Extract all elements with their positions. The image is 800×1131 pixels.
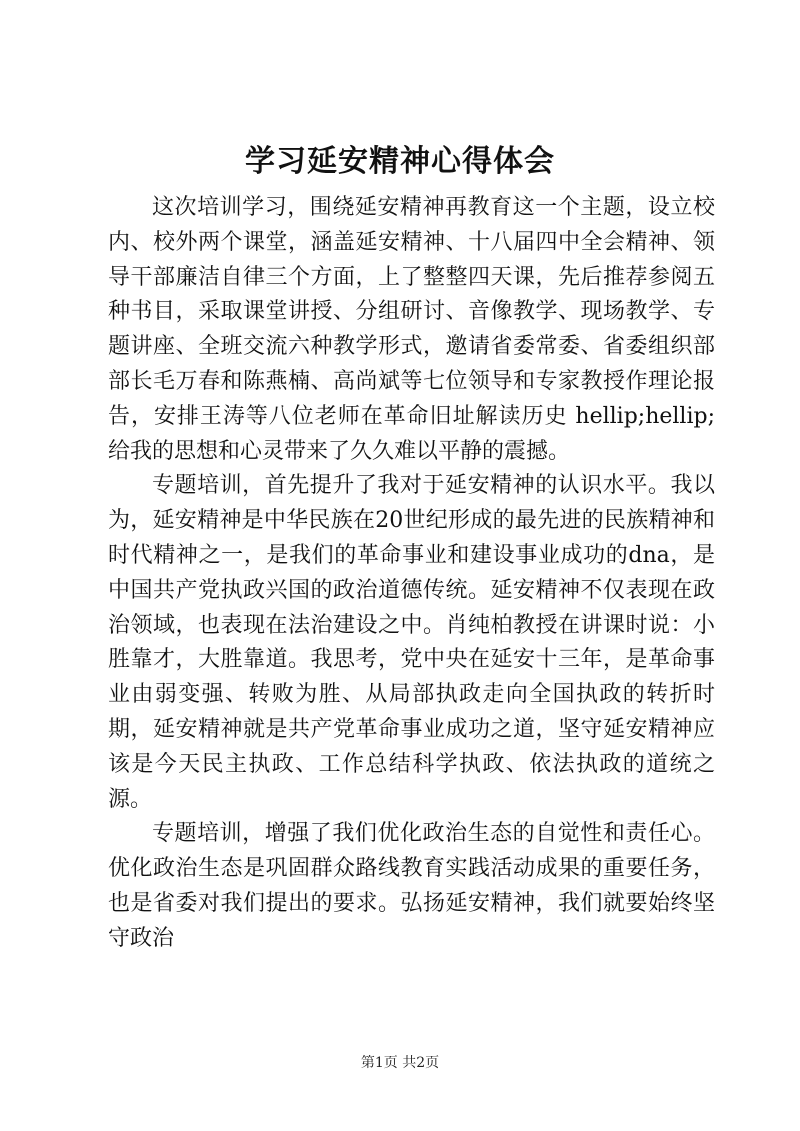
- paragraph-3: 专题培训，增强了我们优化政治生态的自觉性和责任心。优化政治生态是巩固群众路线教育实践活动成果的重要任务，也是省委对我们提出的要求。弘扬延安精神，我们就要始终坚守政治: [108, 821, 715, 951]
- paragraph-2: 专题培训，首先提升了我对于延安精神的认识水平。我以为，延安精神是中华民族在20世纪形成的最先进的民族精神和时代精神之一，是我们的革命事业和建设事业成功的dna，是中国共产党执政兴国的政治道德传统。延安精神不仅表现在政治领域，也表现在法治建设之中。肖纯柏教授在讲课时说：小胜靠才，大胜靠道。我思考，党中央在延安十三年，是革命事业由弱变强、转败为胜、从局部执政走向全国执政的转折时期，延安精神就是共产党革命事业成功之道，坚守延安精神应该是今天民主执政、工作总结科学执政、依法执政的道统之源。: [108, 473, 715, 812]
- document-body: [108, 191, 715, 957]
- document-title: 学习延安精神心得体会: [245, 144, 555, 179]
- page-number-footer: 第1页 共2页: [360, 1055, 440, 1071]
- paragraph-1: 这次培训学习，围绕延安精神再教育这一个主题，设立校内、校外两个课堂，涵盖延安精神、十八届四中全会精神、领导干部廉洁自律三个方面，上了整整四天课，先后推荐参阅五种书目，采取课堂讲授、分组研讨、音像教学、现场教学、专题讲座、全班交流六种教学形式，邀请省委常委、省委组织部部长毛万春和陈燕楠、高尚斌等七位领导和专家教授作理论报告，安排王涛等八位老师在革命旧址解读历史 hellip;hellip;给我的思想和心灵带来了久久难以平静的震撼。: [108, 195, 715, 464]
